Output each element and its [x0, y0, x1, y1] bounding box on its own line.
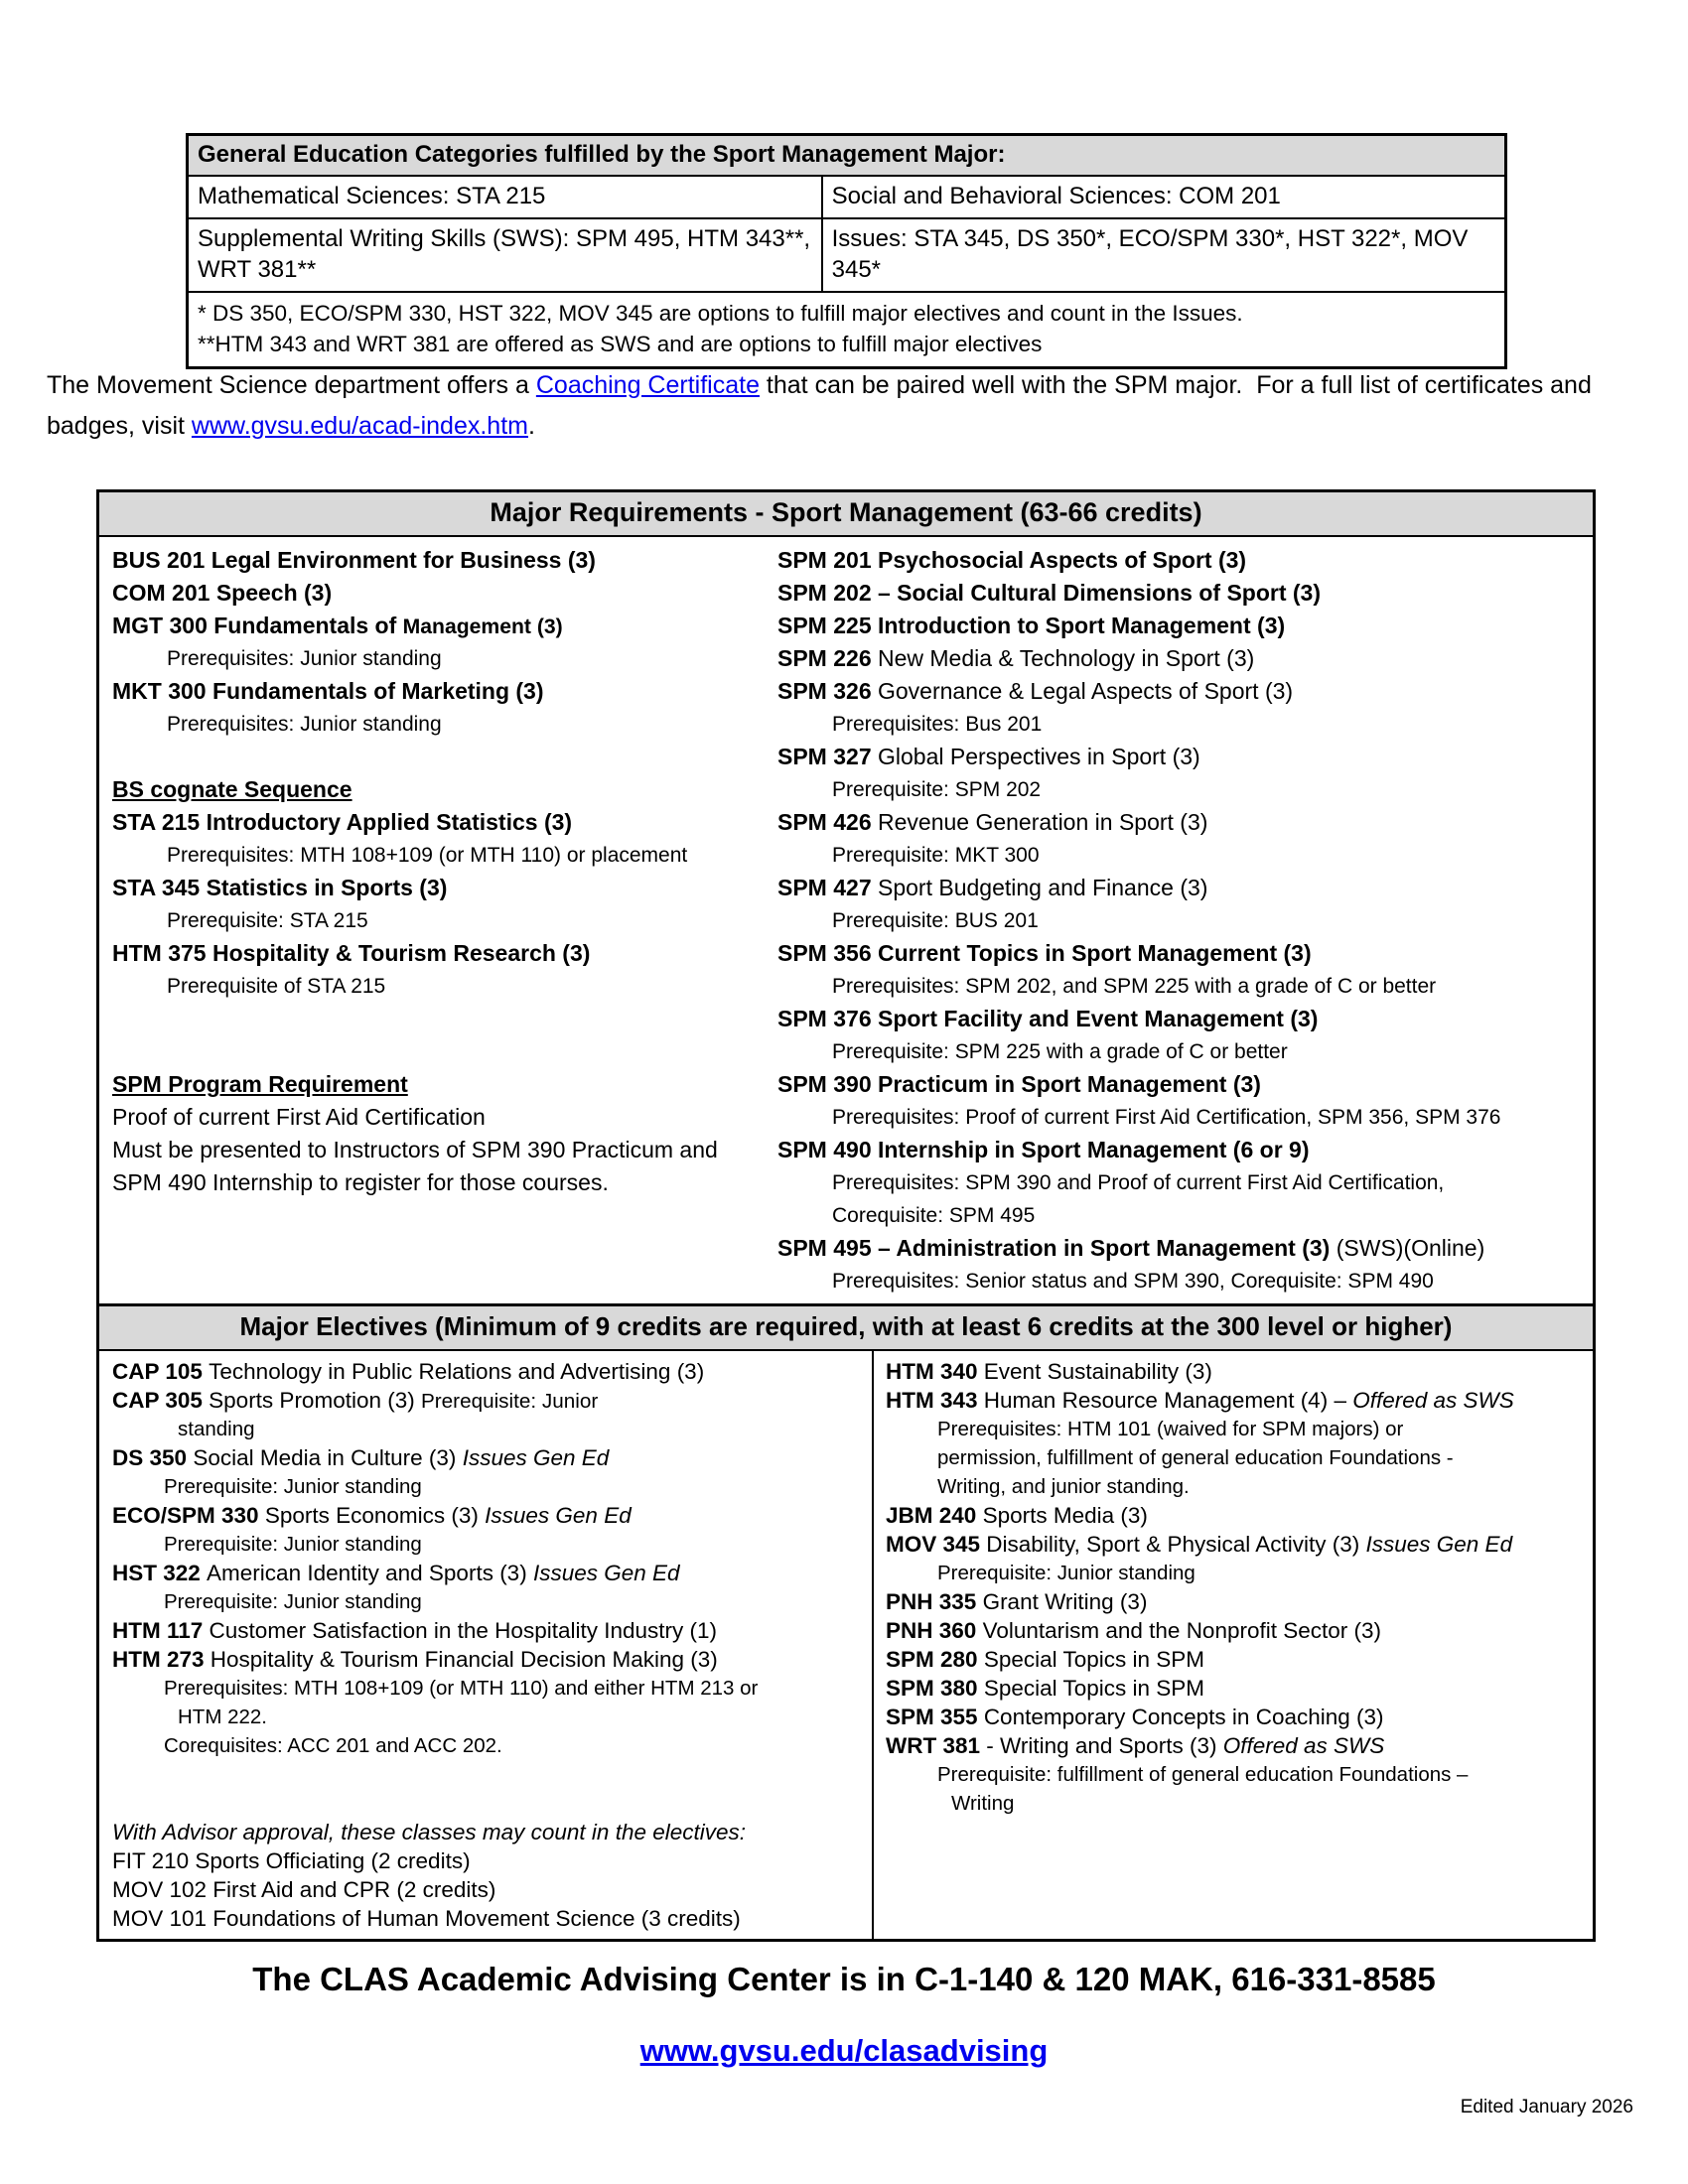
text-segment: Prerequisite: STA 215 — [167, 909, 368, 932]
course-line — [777, 1068, 1583, 1101]
gened-cell-sws: Supplemental Writing Skills (SWS): SPM 495, HTM 343**, WRT 381** — [189, 219, 823, 291]
text-segment: Human Resource Management (4) – — [983, 1388, 1353, 1413]
text-segment: HTM 375 Hospitality & Tourism Research (3) — [112, 940, 591, 966]
text-segment: SPM 280 — [886, 1647, 984, 1672]
text-line — [112, 1904, 866, 1933]
clas-advising-link-line — [0, 2033, 1688, 2069]
text-segment: SPM 426 — [777, 809, 878, 835]
text-segment: Prerequisite: Junior standing — [164, 1533, 422, 1556]
prerequisite-line — [886, 1443, 1587, 1472]
course-line — [886, 1645, 1587, 1674]
text-line — [112, 1101, 770, 1134]
text-segment: Prerequisite: Junior standing — [164, 1475, 422, 1498]
major-requirements-left-column — [112, 544, 770, 1297]
gened-cell-issues: Issues: STA 345, DS 350*, ECO/SPM 330*, HST 322*, MOV 345* — [831, 225, 1469, 283]
course-line — [777, 806, 1583, 839]
prerequisite-line — [112, 1415, 866, 1443]
text-segment: SPM 495 – Administration in Sport Management (3) — [777, 1235, 1336, 1261]
course-line — [777, 1134, 1583, 1166]
spacer — [112, 1035, 770, 1068]
course-line — [112, 1559, 866, 1587]
text-segment: Prerequisite: Junior standing — [937, 1562, 1196, 1584]
text-segment: Customer Satisfaction in the Hospitality Industry (1) — [209, 1618, 718, 1643]
course-line — [886, 1357, 1587, 1386]
prerequisite-line — [112, 1530, 866, 1559]
major-electives-header: Major Electives (Minimum of 9 credits are required, with at least 6 credits at the 300 level or higher) — [99, 1303, 1593, 1351]
course-line — [777, 872, 1583, 904]
text-segment: Prerequisites: HTM 101 (waived for SPM majors) or — [937, 1418, 1404, 1440]
text-segment: Sports Economics (3) — [264, 1503, 486, 1528]
prerequisite-line — [112, 1703, 866, 1731]
intro-paragraph — [47, 365, 1635, 447]
gened-cell-math: Mathematical Sciences: STA 215 — [189, 177, 823, 217]
course-line — [886, 1386, 1587, 1415]
text-segment: Prerequisites: MTH 108+109 (or MTH 110) or placement — [167, 844, 688, 867]
course-line — [886, 1530, 1587, 1559]
text-segment: Sport Budgeting and Finance (3) — [878, 875, 1208, 900]
text-segment: Proof of current First Aid Certification — [112, 1104, 486, 1130]
course-line — [777, 642, 1583, 675]
advising-center-line: The CLAS Academic Advising Center is in C-1-140 & 120 MAK, 616-331-8585 — [252, 1961, 1436, 1997]
text-segment: PNH 335 — [886, 1589, 983, 1614]
course-line — [112, 1357, 866, 1386]
course-line — [112, 773, 770, 806]
prerequisite-line — [777, 1199, 1583, 1232]
course-line — [777, 1232, 1583, 1265]
text-segment: Prerequisites: Senior status and SPM 390, Corequisite: SPM 490 — [832, 1270, 1434, 1293]
text-segment: standing — [178, 1418, 255, 1440]
text-segment: Special Topics in SPM — [983, 1676, 1204, 1701]
text-segment: SPM 326 — [777, 678, 878, 704]
major-requirements-header: Major Requirements - Sport Management (63-66 credits) — [99, 492, 1593, 537]
edited-date: Edited January 2026 — [1460, 2097, 1633, 2117]
prerequisite-line — [886, 1559, 1587, 1587]
text-segment: SPM 376 Sport Facility and Event Management (3) — [777, 1006, 1319, 1031]
course-line — [777, 675, 1583, 708]
major-electives-left-column — [99, 1351, 874, 1939]
text-segment: Prerequisite: MKT 300 — [832, 844, 1040, 867]
text-segment: SPM 490 Internship in Sport Management (6 or 9) — [777, 1137, 1310, 1162]
course-line — [112, 577, 770, 610]
text-segment: Issues Gen Ed — [462, 1445, 610, 1470]
text-segment: SPM 226 — [777, 645, 878, 671]
text-segment: FIT 210 Sports Officiating (2 credits) — [112, 1848, 471, 1873]
major-requirements-body — [99, 537, 1593, 1303]
gened-row-2 — [189, 219, 1504, 293]
text-segment: DS 350 — [112, 1445, 194, 1470]
text-segment: With Advisor approval, these classes may count in the electives: — [112, 1820, 747, 1844]
text-segment: HTM 343 — [886, 1388, 984, 1413]
text-line — [112, 1818, 866, 1846]
course-line — [777, 577, 1583, 610]
major-electives-right-column — [874, 1351, 1593, 1939]
course-line — [886, 1616, 1587, 1645]
prerequisite-line — [112, 642, 770, 675]
course-line — [886, 1587, 1587, 1616]
text-segment: HTM 340 — [886, 1359, 984, 1384]
course-line — [886, 1501, 1587, 1530]
text-segment: MOV 345 — [886, 1532, 987, 1557]
text-line — [112, 1134, 770, 1166]
course-line — [886, 1703, 1587, 1731]
course-line — [112, 1386, 866, 1415]
text-segment: MOV 101 Foundations of Human Movement Science (3 credits) — [112, 1906, 741, 1931]
prerequisite-line — [886, 1472, 1587, 1501]
text-segment: COM 201 Speech (3) — [112, 580, 333, 606]
text-segment: Prerequisite: Junior standing — [164, 1590, 422, 1613]
text-segment: Special Topics in SPM — [983, 1647, 1204, 1672]
text-segment: PNH 360 — [886, 1618, 983, 1643]
text-segment: CAP 305 — [112, 1388, 210, 1413]
text-segment: Technology in Public Relations and Advertising (3) — [209, 1359, 705, 1384]
gened-row-1 — [189, 177, 1504, 219]
prerequisite-line — [777, 904, 1583, 937]
text-segment: Sports Promotion (3) — [209, 1388, 421, 1413]
text-segment: SPM 490 Internship to register for those courses. — [112, 1169, 609, 1195]
prerequisite-line — [886, 1789, 1587, 1818]
prerequisite-line — [886, 1415, 1587, 1443]
text-segment: HST 322 — [112, 1561, 208, 1585]
prerequisite-line — [777, 708, 1583, 741]
text-segment: SPM Program Requirement — [112, 1071, 408, 1097]
text-segment: Offered as SWS — [1352, 1388, 1514, 1413]
text-segment: Prerequisite: SPM 202 — [832, 778, 1042, 801]
spacer — [112, 741, 770, 773]
course-line — [112, 1645, 866, 1674]
course-line — [112, 675, 770, 708]
text-segment: Hospitality & Tourism Financial Decision Making (3) — [210, 1647, 718, 1672]
text-segment: Disability, Sport & Physical Activity (3) — [986, 1532, 1366, 1557]
inline-link[interactable]: Coaching Certificate — [535, 371, 760, 399]
course-line — [112, 1443, 866, 1472]
text-segment: Must be presented to Instructors of SPM 390 Practicum and — [112, 1137, 718, 1162]
text-segment: HTM 117 — [112, 1618, 210, 1643]
prerequisite-line — [112, 1731, 866, 1760]
text-segment: Corequisites: ACC 201 and ACC 202. — [164, 1734, 502, 1757]
prerequisite-line — [777, 970, 1583, 1003]
text-line — [112, 1875, 866, 1904]
text-segment: Prerequisite: BUS 201 — [832, 909, 1039, 932]
course-line — [112, 937, 770, 970]
text-segment: WRT 381 — [886, 1733, 987, 1758]
course-line — [112, 1068, 770, 1101]
text-segment: SPM 356 Current Topics in Sport Management (3) — [777, 940, 1312, 966]
text-segment: BS cognate Sequence — [112, 776, 352, 802]
prerequisite-line — [112, 708, 770, 741]
text-segment: Issues Gen Ed — [1365, 1532, 1513, 1557]
text-line — [112, 1846, 866, 1875]
text-segment: Prerequisites: SPM 390 and Proof of current First Aid Certification, — [832, 1171, 1445, 1194]
spacer — [112, 1003, 770, 1035]
prerequisite-line — [777, 1035, 1583, 1068]
text-segment: JBM 240 — [886, 1503, 983, 1528]
text-segment: SPM 427 — [777, 875, 878, 900]
text-segment: STA 345 Statistics in Sports (3) — [112, 875, 448, 900]
course-line — [777, 544, 1583, 577]
prerequisite-line — [886, 1760, 1587, 1789]
text-segment: SPM 201 Psychosocial Aspects of Sport (3) — [777, 547, 1247, 573]
text-segment: Management (3) — [402, 615, 563, 638]
text-segment: Prerequisites: Proof of current First Aid Certification, SPM 356, SPM 376 — [832, 1106, 1501, 1129]
course-line — [777, 610, 1583, 642]
text-segment: New Media & Technology in Sport (3) — [878, 645, 1255, 671]
text-segment: Contemporary Concepts in Coaching (3) — [983, 1705, 1384, 1729]
text-segment: Global Perspectives in Sport (3) — [878, 744, 1200, 769]
clas-advising-link[interactable]: www.gvsu.edu/clasadvising — [639, 2033, 1049, 2068]
text-segment: SPM 202 – Social Cultural Dimensions of Sport (3) — [777, 580, 1322, 606]
text-segment: - Writing and Sports (3) — [986, 1733, 1223, 1758]
prerequisite-line — [112, 1587, 866, 1616]
major-table — [96, 489, 1596, 1942]
prerequisite-line — [112, 970, 770, 1003]
text-segment: SPM 380 — [886, 1676, 984, 1701]
text-segment: BUS 201 Legal Environment for Business (3) — [112, 547, 596, 573]
prerequisite-line — [112, 904, 770, 937]
text-segment: HTM 273 — [112, 1647, 211, 1672]
gened-footnotes — [189, 293, 1504, 366]
text-segment: Sports Media (3) — [982, 1503, 1148, 1528]
text-segment: SPM 327 — [777, 744, 878, 769]
text-segment: (SWS)(Online) — [1336, 1235, 1485, 1261]
text-segment: Prerequisites: Bus 201 — [832, 713, 1043, 736]
course-line — [112, 544, 770, 577]
text-segment: Event Sustainability (3) — [983, 1359, 1212, 1384]
text-segment: Writing, and junior standing. — [937, 1475, 1190, 1498]
text-segment: Writing — [951, 1792, 1015, 1815]
course-line — [112, 806, 770, 839]
gened-footnote-1: * DS 350, ECO/SPM 330, HST 322, MOV 345 are options to fulfill major electives and count in the Issues. — [198, 301, 1243, 326]
text-segment: Governance & Legal Aspects of Sport (3) — [878, 678, 1294, 704]
major-requirements-right-column — [770, 544, 1583, 1297]
text-segment: Prerequisites: MTH 108+109 (or MTH 110) and either HTM 213 or — [164, 1677, 759, 1700]
spacer — [112, 1789, 866, 1818]
text-segment: Prerequisite: SPM 225 with a grade of C or better — [832, 1040, 1288, 1063]
text-segment: Corequisite: SPM 495 — [832, 1204, 1036, 1227]
course-line — [777, 937, 1583, 970]
course-line — [112, 1616, 866, 1645]
text-segment: HTM 222. — [178, 1706, 267, 1728]
course-line — [112, 872, 770, 904]
text-segment: MKT 300 Fundamentals of Marketing (3) — [112, 678, 544, 704]
text-segment: CAP 105 — [112, 1359, 210, 1384]
text-segment: Social Media in Culture (3) — [193, 1445, 463, 1470]
prerequisite-line — [777, 1166, 1583, 1199]
text-segment: STA 215 Introductory Applied Statistics (3) — [112, 809, 573, 835]
text-segment: Offered as SWS — [1222, 1733, 1385, 1758]
prerequisite-line — [777, 839, 1583, 872]
course-line — [886, 1674, 1587, 1703]
spacer — [112, 1760, 866, 1789]
inline-link[interactable]: www.gvsu.edu/acad-index.htm — [191, 412, 528, 440]
course-line — [777, 1003, 1583, 1035]
prerequisite-line — [112, 1472, 866, 1501]
text-segment: Prerequisite of STA 215 — [167, 975, 386, 998]
intro-text: that can be paired well with the SPM major. For a full list of certificates and badges, visit — [47, 371, 1592, 440]
text-segment: SPM 225 Introduction to Sport Management (3) — [777, 613, 1286, 638]
intro-text: The Movement Science department offers a — [47, 371, 536, 399]
prerequisite-line — [777, 1265, 1583, 1297]
prerequisite-line — [777, 773, 1583, 806]
gened-table-header: General Education Categories fulfilled by the Sport Management Major: — [189, 136, 1504, 177]
text-segment: Issues Gen Ed — [485, 1503, 632, 1528]
intro-text: . — [527, 412, 535, 440]
prerequisite-line — [777, 1101, 1583, 1134]
text-segment: Voluntarism and the Nonprofit Sector (3) — [982, 1618, 1382, 1643]
text-segment: American Identity and Sports (3) — [207, 1561, 533, 1585]
text-segment: Prerequisite: Junior — [420, 1390, 599, 1413]
text-segment: Prerequisites: SPM 202, and SPM 225 with a grade of C or better — [832, 975, 1437, 998]
course-line — [886, 1731, 1587, 1760]
text-line — [112, 1166, 770, 1199]
text-segment: SPM 390 Practicum in Sport Management (3) — [777, 1071, 1261, 1097]
course-line — [777, 741, 1583, 773]
course-line — [112, 610, 770, 642]
text-segment: MGT 300 Fundamentals of — [112, 613, 403, 638]
course-line — [112, 1501, 866, 1530]
gened-cell-social: Social and Behavioral Sciences: COM 201 — [831, 183, 1281, 209]
gened-table — [186, 133, 1507, 369]
text-segment: Prerequisite: fulfillment of general education Foundations – — [937, 1763, 1469, 1786]
text-segment: MOV 102 First Aid and CPR (2 credits) — [112, 1877, 496, 1902]
text-segment: Revenue Generation in Sport (3) — [878, 809, 1208, 835]
text-segment: Grant Writing (3) — [982, 1589, 1148, 1614]
gened-footnote-2: **HTM 343 and WRT 381 are offered as SWS and are options to fulfill major electives — [198, 332, 1043, 356]
text-segment: Prerequisites: Junior standing — [167, 647, 442, 670]
major-electives-body — [99, 1351, 1593, 1939]
text-segment: permission, fulfillment of general education Foundations - — [937, 1446, 1454, 1469]
text-segment: SPM 355 — [886, 1705, 984, 1729]
prerequisite-line — [112, 839, 770, 872]
text-segment: ECO/SPM 330 — [112, 1503, 265, 1528]
text-segment: Issues Gen Ed — [532, 1561, 680, 1585]
prerequisite-line — [112, 1674, 866, 1703]
text-segment: Prerequisites: Junior standing — [167, 713, 442, 736]
